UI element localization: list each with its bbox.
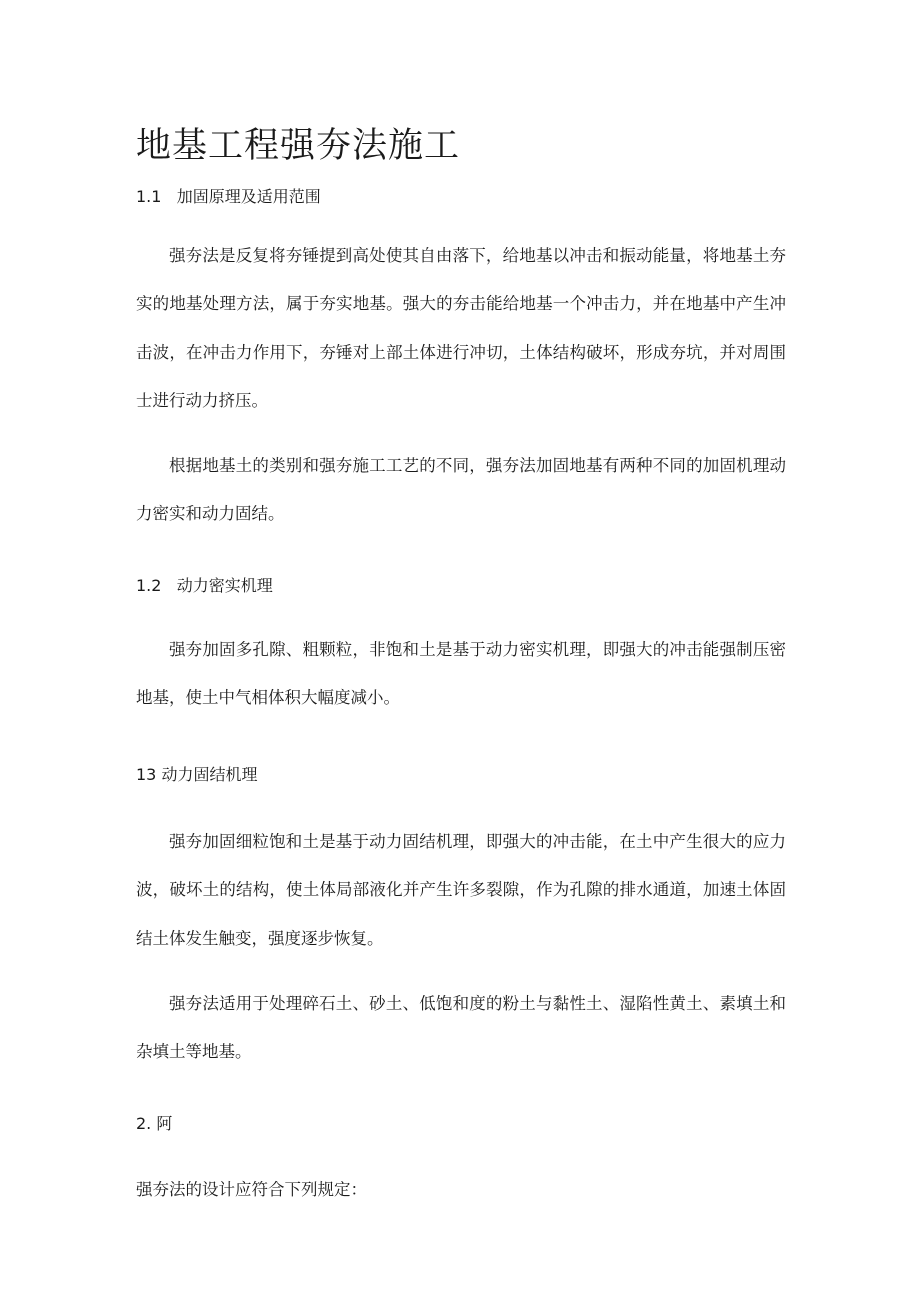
section-heading-1-2: 1.2 动力密实机理: [136, 576, 273, 595]
paragraph-mechanisms: 根据地基土的类别和强夯施工工艺的不同，强夯法加固地基有两种不同的加固机理动力密实和动力固结。: [136, 456, 786, 524]
section-heading-1-3: 13 动力固结机理: [136, 765, 258, 784]
page-title: 地基工程强夯法施工: [136, 126, 461, 166]
paragraph-design-rules: 强夯法的设计应符合下列规定：: [136, 1180, 367, 1199]
section-heading-2: 2. 阿: [136, 1114, 173, 1133]
section-heading-1-1: 1.1 加固原理及适用范围: [136, 187, 321, 206]
paragraph-principle: 强夯法是反复将夯锤提到高处使其自由落下，给地基以冲击和振动能量，将地基土夯实的地基处理方法，属于夯实地基。强大的夯击能给地基一个冲击力，并在地基中产生冲击波，在冲击力作用下，夯锤对上部土体进行冲切，土体结构破坏，形成夯坑，并对周围士进行动力挤压。: [136, 246, 786, 410]
paragraph-applicability: 强夯法适用于处理碎石土、砂土、低饱和度的粉土与黏性土、湿陷性黄土、素填土和杂填土等地基。: [136, 994, 786, 1062]
paragraph-dynamic-compaction: 强夯加固多孔隙、粗颗粒，非饱和土是基于动力密实机理，即强大的冲击能强制压密地基，使土中气相体积大幅度减小。: [136, 640, 786, 708]
paragraph-dynamic-consolidation: 强夯加固细粒饱和土是基于动力固结机理，即强大的冲击能，在土中产生很大的应力波，破坏土的结构，使土体局部液化并产生许多裂隙，作为孔隙的排水通道，加速土体固结土体发生触变，强度逐步恢复。: [136, 832, 786, 948]
